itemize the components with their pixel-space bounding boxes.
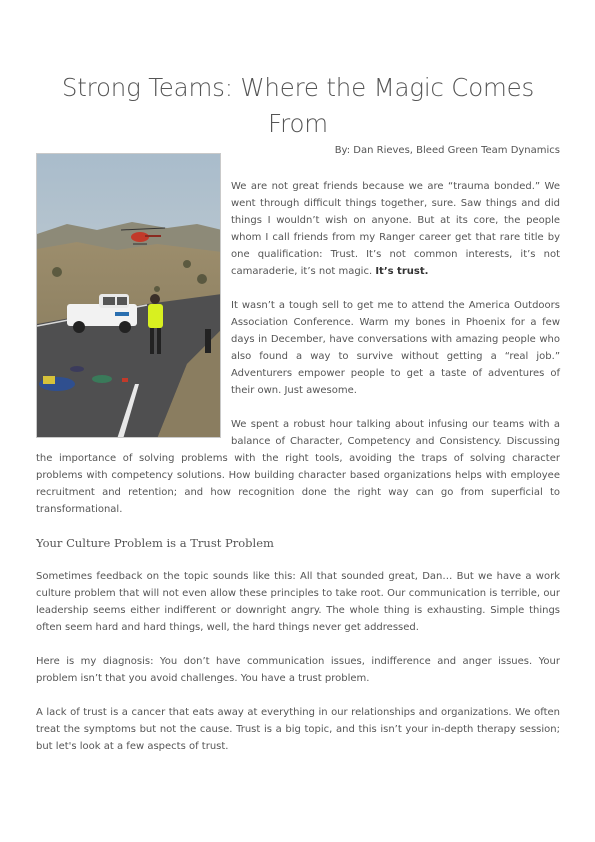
- paragraph-talk-summary: We spent a robust hour talking about infusing our teams with a balance of Character, Competency and Consistency. Discussing the importance of solving problems with the right tools, avoiding the traps of solving character problems with competency solutions. How building character based organizations helps with employee recruitment and retention; and how recognition done the right way can go from superficial to transformational.: [36, 419, 560, 515]
- byline: By: Dan Rieves, Bleed Green Team Dynamics: [334, 145, 560, 156]
- article-body: [36, 178, 560, 772]
- paragraph-1-text: We are not great friends because we are “trauma bonded.” We went through difficult things together, sure. Saw things and did things I wouldn’t wish on anyone. But at its core, the people whom I call friends from my Ranger career get that rare title by one qualification: Trust. It’s not common interests, it’s not camaraderie, it’s not magic.: [231, 181, 560, 277]
- article-title: Strong Teams: Where the Magic Comes From: [61, 73, 535, 138]
- paragraph-feedback: Sometimes feedback on the topic sounds like this: All that sounded great, Dan… But we have a work culture problem that will not even allow these principles to take root. Our communication is terrible, our leadership seems either indifferent or downright angry. The whole thing is exhausting. Simple things often seem hard and hard things, well, the hard things never get addressed.: [36, 571, 560, 633]
- paragraph-diagnosis: Here is my diagnosis: You don’t have communication issues, indifference and anger issues. Your problem isn’t that you avoid challenges. You have a trust problem.: [36, 656, 560, 684]
- rescue-scene-photo: [36, 153, 221, 438]
- section-heading: Your Culture Problem is a Trust Problem: [36, 536, 274, 550]
- paragraph-1-emphasis: It’s trust.: [375, 266, 429, 277]
- photo-illustration: [37, 154, 221, 438]
- paragraph-lack-of-trust: A lack of trust is a cancer that eats away at everything in our relationships and organizations. We often treat the symptoms but not the cause. Trust is a big topic, and this isn’t your in-depth therapy session; but let's look at a few aspects of trust.: [36, 707, 560, 752]
- paragraph-conference: It wasn’t a tough sell to get me to attend the America Outdoors Association Conference. Warm my bones in Phoenix for a few days in December, have conversations with amazing people who also found a way to survive without getting a “real job.” Adventurers empower people to get a taste of adventures of their own. Just awesome.: [231, 300, 560, 396]
